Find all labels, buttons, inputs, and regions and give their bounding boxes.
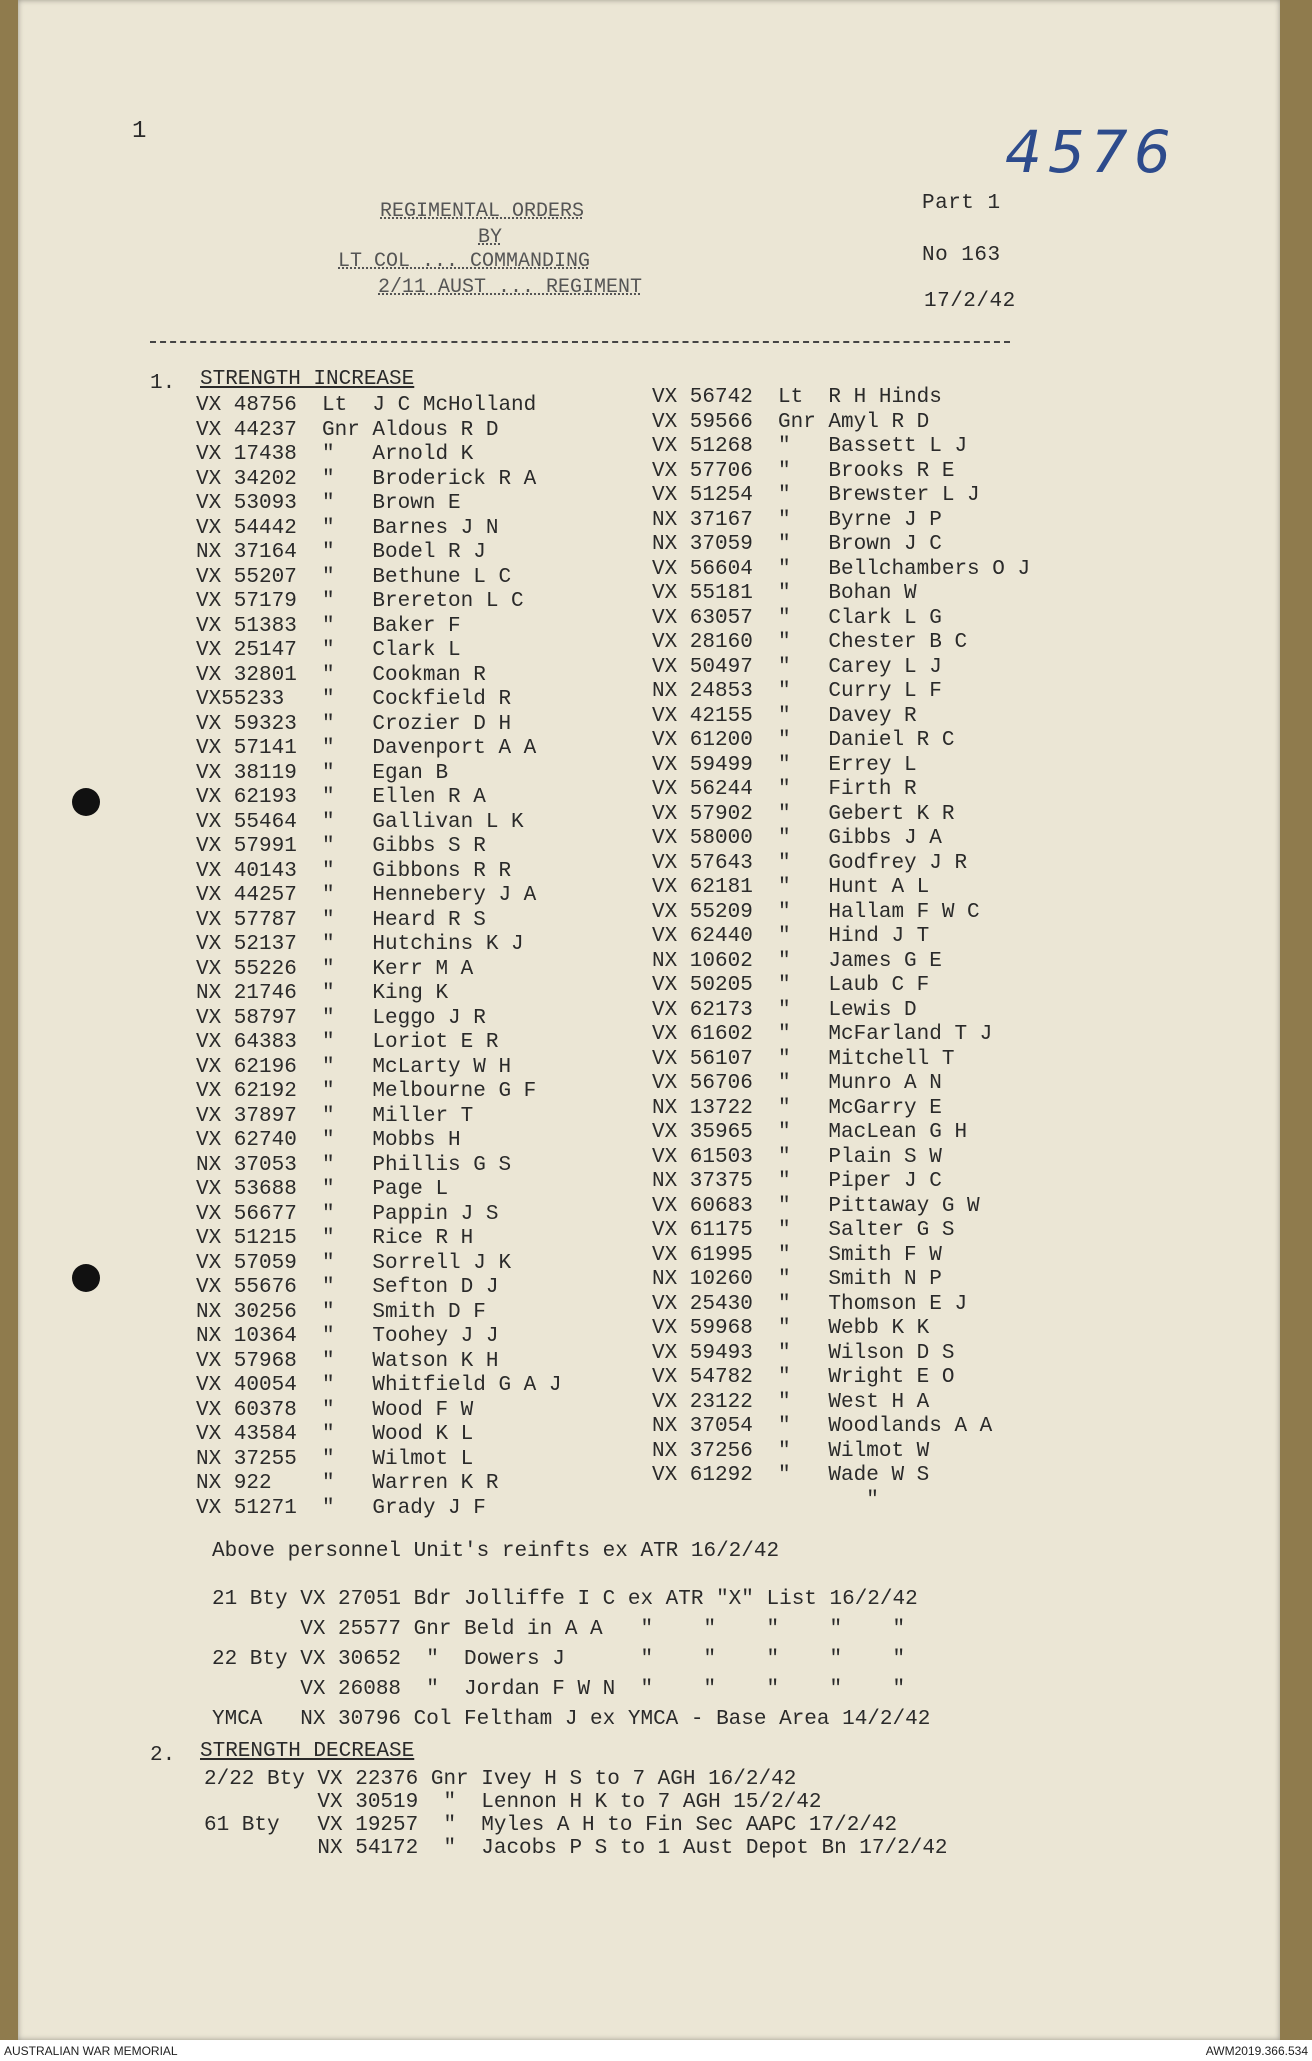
right-row: NX 10602 " James G E bbox=[652, 949, 942, 973]
decrease-entry-line: NX 54172 " Jacobs P S to 1 Aust Depot Bn 17/2/42 bbox=[204, 1837, 948, 1860]
left-row: VX 55464 " Gallivan L K bbox=[196, 810, 524, 834]
left-row: VX 64383 " Loriot E R bbox=[196, 1031, 499, 1054]
part-label: Part 1 bbox=[922, 192, 1001, 215]
right-row: VX 51268 " Bassett L J bbox=[652, 435, 968, 458]
right-row: NX 10260 " Smith N P bbox=[652, 1268, 942, 1291]
left-row: VX 57991 " Gibbs S R bbox=[196, 835, 486, 858]
right-row: VX 60683 " Pittaway G W bbox=[652, 1194, 980, 1218]
right-row: NX 37059 " Brown J C bbox=[652, 533, 942, 556]
punch-hole bbox=[72, 788, 100, 816]
left-row: VX 55207 " Bethune L C bbox=[196, 565, 512, 589]
right-row: VX 23122 " West H A bbox=[652, 1390, 930, 1414]
left-row: NX 10364 " Toohey J J bbox=[196, 1325, 499, 1348]
right-row: VX 56604 " Bellchambers O J bbox=[652, 557, 1031, 581]
left-row: VX 51271 " Grady J F bbox=[196, 1496, 486, 1520]
reinforcement-note: Above personnel Unit's reinfts ex ATR 16/2/42 bbox=[212, 1540, 780, 1563]
extra-entry-line: VX 25577 Gnr Beld in A A " " " " " bbox=[212, 1618, 906, 1641]
right-row: VX 61175 " Salter G S bbox=[652, 1219, 955, 1242]
left-row: NX 30256 " Smith D F bbox=[196, 1300, 486, 1324]
right-row: VX 55181 " Bohan W bbox=[652, 582, 917, 605]
right-row: VX 56107 " Mitchell T bbox=[652, 1047, 955, 1071]
decrease-entry-line: 2/22 Bty VX 22376 Gnr Ivey H S to 7 AGH 16/2/42 bbox=[204, 1768, 797, 1791]
extra-entry-line: 22 Bty VX 30652 " Dowers J " " " " " bbox=[212, 1648, 906, 1671]
divider-rule bbox=[150, 341, 1010, 343]
left-row: NX 37164 " Bodel R J bbox=[196, 541, 486, 564]
left-row: VX 37897 " Miller T bbox=[196, 1104, 474, 1128]
right-row: NX 37256 " Wilmot W bbox=[652, 1439, 930, 1463]
footer-left: AUSTRALIAN WAR MEMORIAL bbox=[4, 2044, 178, 2058]
right-row: VX 63057 " Clark L G bbox=[652, 606, 942, 630]
left-row: VX 54442 " Barnes J N bbox=[196, 516, 499, 540]
right-row: VX 62440 " Hind J T bbox=[652, 925, 930, 948]
right-row: NX 37375 " Piper J C bbox=[652, 1170, 942, 1193]
right-row: VX 54782 " Wright E O bbox=[652, 1366, 955, 1389]
left-row: VX 57179 " Brereton L C bbox=[196, 590, 524, 613]
header-line2: BY bbox=[478, 226, 503, 249]
left-row: VX 53093 " Brown E bbox=[196, 492, 461, 515]
right-row: VX 57902 " Gebert K R bbox=[652, 802, 955, 826]
right-row: VX 51254 " Brewster L J bbox=[652, 484, 980, 507]
left-row: VX 34202 " Broderick R A bbox=[196, 467, 537, 491]
footer-right: AWM2019.366.534 bbox=[1205, 2044, 1308, 2058]
right-row: VX 28160 " Chester B C bbox=[652, 631, 968, 654]
left-row: VX 40143 " Gibbons R R bbox=[196, 859, 512, 883]
header-line3: LT COL ... COMMANDING bbox=[338, 250, 591, 273]
right-row: VX 61292 " Wade W S bbox=[652, 1464, 930, 1487]
archive-footer bbox=[0, 2040, 1312, 2061]
right-row: VX 59566 Gnr Amyl R D bbox=[652, 410, 930, 434]
left-row: VX 40054 " Whitfield G A J bbox=[196, 1374, 562, 1397]
right-row: VX 62181 " Hunt A L bbox=[652, 876, 930, 899]
section2-title: STRENGTH DECREASE bbox=[200, 1740, 415, 1763]
left-row: VX 44237 Gnr Aldous R D bbox=[196, 418, 499, 442]
right-row: VX 56706 " Munro A N bbox=[652, 1072, 942, 1095]
right-row: NX 24853 " Curry L F bbox=[652, 680, 942, 703]
decrease-entry-line: VX 30519 " Lennon H K to 7 AGH 15/2/42 bbox=[204, 1791, 822, 1814]
left-row: NX 922 " Warren K R bbox=[196, 1472, 499, 1495]
right-row: VX 59499 " Errey L bbox=[652, 753, 917, 777]
left-row: NX 21746 " King K bbox=[196, 982, 449, 1005]
left-row: VX 32801 " Cookman R bbox=[196, 663, 486, 687]
right-row: VX 25430 " Thomson E J bbox=[652, 1292, 968, 1316]
right-row: VX 57643 " Godfrey J R bbox=[652, 851, 968, 875]
right-row: VX 59493 " Wilson D S bbox=[652, 1341, 955, 1365]
extra-entry-line: 21 Bty VX 27051 Bdr Jolliffe I C ex ATR "X" List 16/2/42 bbox=[212, 1588, 918, 1611]
right-row: VX 50205 " Laub C F bbox=[652, 974, 930, 997]
punch-hole bbox=[72, 1264, 100, 1292]
right-row: VX 56244 " Firth R bbox=[652, 778, 917, 801]
section1-title: STRENGTH INCREASE bbox=[200, 368, 415, 391]
right-row: VX 59968 " Webb K K bbox=[652, 1317, 930, 1340]
right-row: NX 37054 " Woodlands A A bbox=[652, 1415, 993, 1438]
right-row: VX 61200 " Daniel R C bbox=[652, 729, 955, 752]
left-row: VX 56677 " Pappin J S bbox=[196, 1202, 499, 1226]
right-row: VX 42155 " Davey R bbox=[652, 704, 917, 728]
left-row: VX 55676 " Sefton D J bbox=[196, 1276, 499, 1299]
header-line1: REGIMENTAL ORDERS bbox=[380, 200, 585, 223]
right-row: VX 57706 " Brooks R E bbox=[652, 459, 955, 483]
left-row: VX 62193 " Ellen R A bbox=[196, 786, 486, 809]
left-row: VX55233 " Cockfield R bbox=[196, 688, 512, 711]
extra-entry-line: YMCA NX 30796 Col Feltham J ex YMCA - Base Area 14/2/42 bbox=[212, 1708, 931, 1731]
order-number: No 163 bbox=[922, 244, 1001, 267]
right-row: VX 61602 " McFarland T J bbox=[652, 1023, 993, 1046]
left-row: VX 52137 " Hutchins K J bbox=[196, 933, 524, 956]
left-row: VX 57968 " Watson K H bbox=[196, 1349, 499, 1373]
left-row: VX 43584 " Wood K L bbox=[196, 1423, 474, 1446]
left-row: VX 51215 " Rice R H bbox=[196, 1227, 474, 1250]
section1-number: 1. bbox=[150, 372, 176, 395]
corner-mark: 1 bbox=[132, 118, 147, 145]
left-row: VX 58797 " Leggo J R bbox=[196, 1006, 486, 1030]
left-row: VX 44257 " Hennebery J A bbox=[196, 884, 537, 907]
right-row: VX 61995 " Smith F W bbox=[652, 1243, 942, 1267]
handwritten-number: 4576 bbox=[1005, 118, 1177, 186]
right-row: " bbox=[652, 1488, 879, 1512]
right-row: VX 58000 " Gibbs J A bbox=[652, 827, 942, 850]
right-row: NX 37167 " Byrne J P bbox=[652, 508, 942, 532]
right-row: VX 55209 " Hallam F W C bbox=[652, 900, 980, 924]
left-row: VX 57787 " Heard R S bbox=[196, 908, 486, 932]
right-row: VX 50497 " Carey L J bbox=[652, 655, 942, 679]
right-row: VX 61503 " Plain S W bbox=[652, 1145, 942, 1169]
left-row: VX 53688 " Page L bbox=[196, 1178, 449, 1201]
left-row: VX 62196 " McLarty W H bbox=[196, 1055, 512, 1079]
left-row: VX 38119 " Egan B bbox=[196, 761, 449, 785]
left-row: VX 62192 " Melbourne G F bbox=[196, 1080, 537, 1103]
left-row: VX 25147 " Clark L bbox=[196, 639, 461, 662]
right-row: VX 56742 Lt R H Hinds bbox=[652, 386, 942, 409]
left-row: VX 62740 " Mobbs H bbox=[196, 1129, 461, 1152]
left-row: NX 37255 " Wilmot L bbox=[196, 1447, 474, 1471]
order-date: 17/2/42 bbox=[924, 290, 1016, 313]
left-row: NX 37053 " Phillis G S bbox=[196, 1153, 512, 1177]
left-row: VX 59323 " Crozier D H bbox=[196, 712, 512, 736]
left-row: VX 57141 " Davenport A A bbox=[196, 737, 537, 760]
header-line4: 2/11 AUST ... REGIMENT bbox=[378, 276, 643, 299]
left-row: VX 60378 " Wood F W bbox=[196, 1398, 474, 1422]
left-row: VX 55226 " Kerr M A bbox=[196, 957, 474, 981]
extra-entry-line: VX 26088 " Jordan F W N " " " " " bbox=[212, 1678, 906, 1701]
left-row: VX 17438 " Arnold K bbox=[196, 443, 474, 466]
right-row: VX 62173 " Lewis D bbox=[652, 998, 917, 1022]
left-row: VX 57059 " Sorrell J K bbox=[196, 1251, 512, 1275]
section2-number: 2. bbox=[150, 1744, 176, 1767]
right-row: NX 13722 " McGarry E bbox=[652, 1096, 942, 1120]
right-row: VX 35965 " MacLean G H bbox=[652, 1121, 968, 1144]
left-row: VX 51383 " Baker F bbox=[196, 614, 461, 638]
decrease-entry-line: 61 Bty VX 19257 " Myles A H to Fin Sec AAPC 17/2/42 bbox=[204, 1814, 898, 1837]
left-row: VX 48756 Lt J C McHolland bbox=[196, 394, 537, 417]
